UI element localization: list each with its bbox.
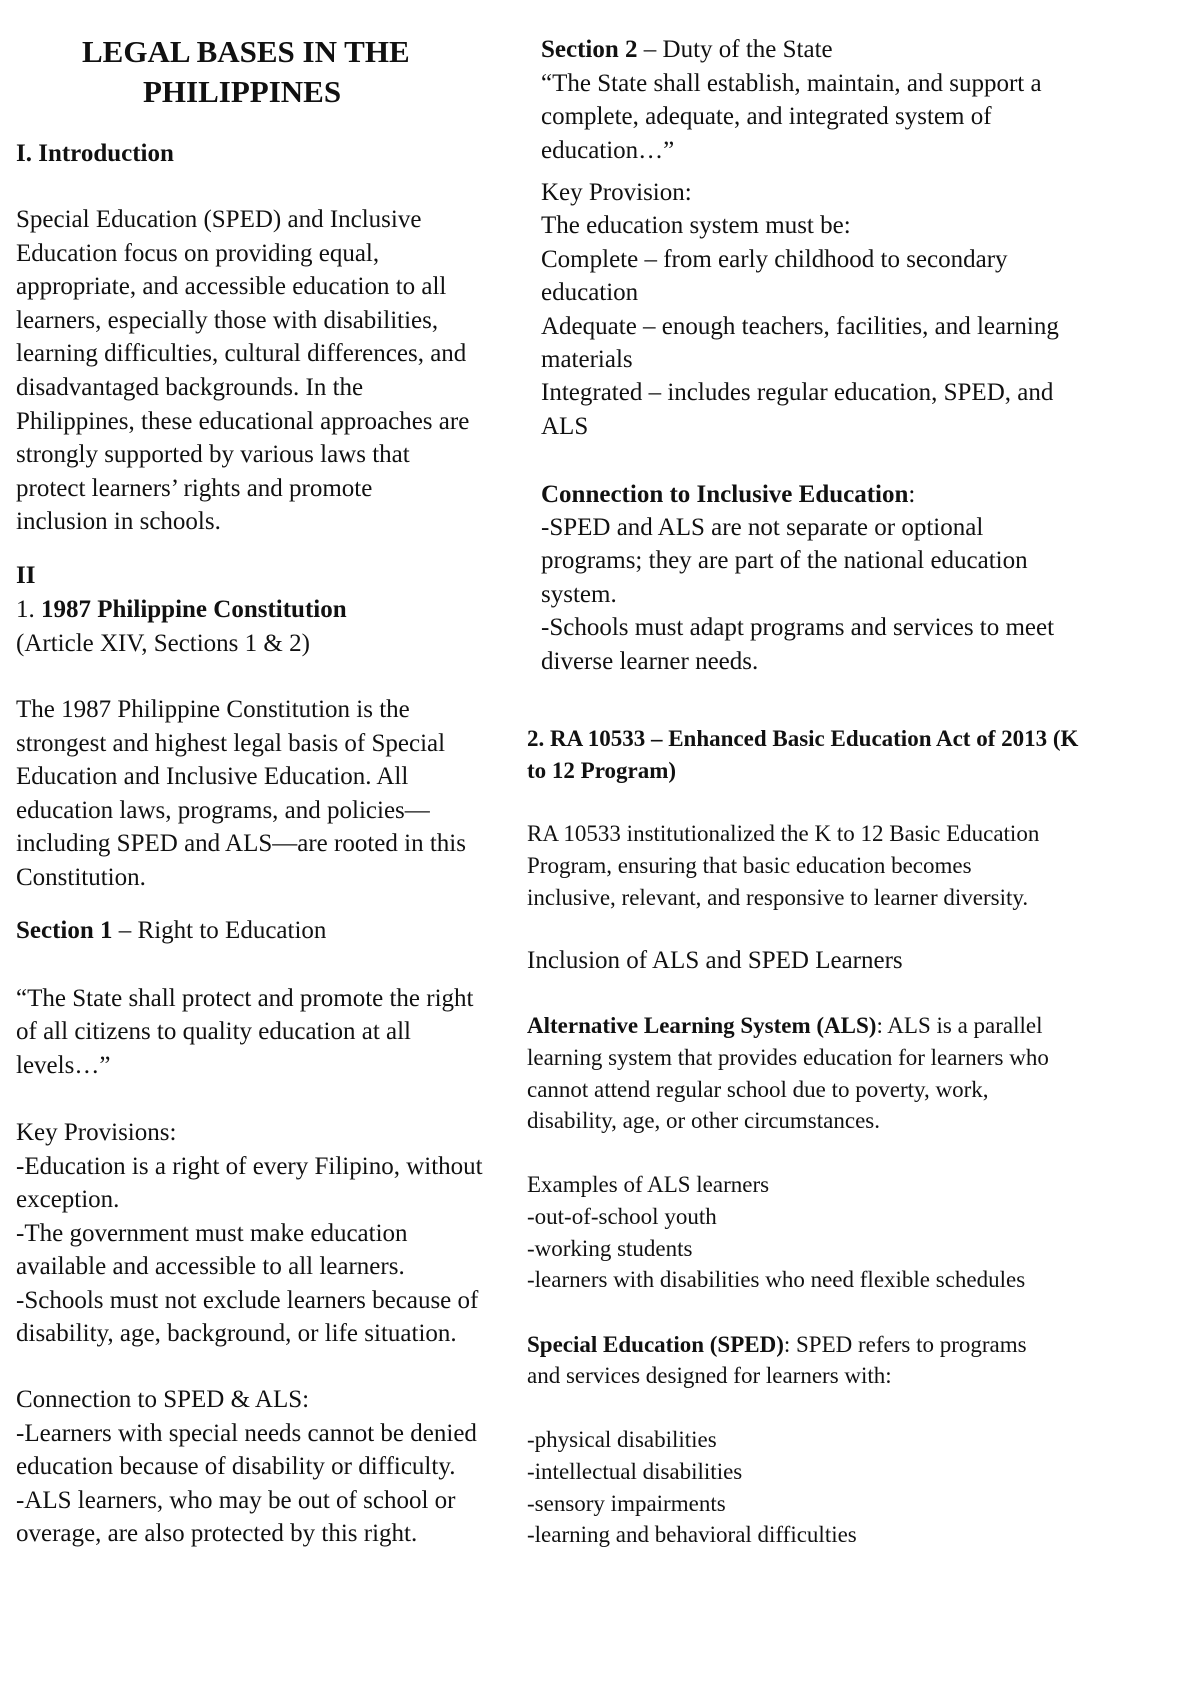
text-line: overage, are also protected by this right. xyxy=(16,1520,418,1548)
constitution-subheading: (Article XIV, Sections 1 & 2) xyxy=(16,630,310,657)
text-line: -learners with disabilities who need flexible schedules xyxy=(527,1267,1026,1293)
text-line: Constitution. xyxy=(16,864,146,891)
text-line: -learning and behavioral difficulties xyxy=(527,1522,857,1548)
text-line: ALS xyxy=(541,412,589,440)
text-line: Special Education (SPED) and Inclusive xyxy=(16,206,422,233)
section-title: – Duty of the State xyxy=(637,36,833,63)
text-line: diverse learner needs. xyxy=(541,647,759,675)
sped-label: Special Education (SPED) xyxy=(527,1332,784,1357)
text-line: learners, especially those with disabilities, xyxy=(16,306,439,334)
text-line: The 1987 Philippine Constitution is the xyxy=(16,696,410,723)
text-line: -working students xyxy=(527,1235,693,1261)
text-line: Key Provision: xyxy=(541,179,692,206)
text-line: available and accessible to all learners. xyxy=(16,1253,405,1280)
section1-heading xyxy=(16,917,326,945)
text-line: The education system must be: xyxy=(541,212,851,240)
text-line: inclusive, relevant, and responsive to learner diversity. xyxy=(527,885,1029,911)
sped-text: : SPED refers to programs xyxy=(783,1332,1027,1357)
text-line: education laws, programs, and policies— xyxy=(16,796,430,824)
text-line: programs; they are part of the national education xyxy=(541,547,1028,575)
sped-definition xyxy=(527,1331,1027,1359)
text-line: -Learners with special needs cannot be denied xyxy=(16,1419,477,1447)
text-line: exception. xyxy=(16,1186,120,1213)
connection-colon: : xyxy=(908,481,916,508)
text-line: education xyxy=(541,279,639,307)
text-line: -Education is a right of every Filipino, without xyxy=(16,1152,483,1180)
als-label: Alternative Learning System (ALS) xyxy=(527,1013,877,1038)
text-line: disadvantaged backgrounds. In the xyxy=(16,374,364,401)
text-line: -sensory impairments xyxy=(527,1490,726,1516)
text-line: levels…” xyxy=(16,1051,111,1079)
text-line: inclusion in schools. xyxy=(16,508,221,536)
text-line: learning difficulties, cultural differences, and xyxy=(16,340,467,368)
text-line: Integrated – includes regular education, SPED, and xyxy=(541,379,1054,407)
text-line: Connection to SPED & ALS: xyxy=(16,1386,310,1413)
als-text: : ALS is a parallel xyxy=(876,1013,1043,1038)
text-line: materials xyxy=(541,346,633,373)
text-line: Education and Inclusive Education. All xyxy=(16,763,409,791)
text-line: Education focus on providing equal, xyxy=(16,239,380,267)
text-line: Key Provisions: xyxy=(16,1119,177,1146)
text-line: -Schools must adapt programs and services to meet xyxy=(541,614,1055,642)
text-line: -intellectual disabilities xyxy=(527,1458,743,1484)
text-line: appropriate, and accessible education to all xyxy=(16,273,447,301)
text-line: -Schools must not exclude learners because of xyxy=(16,1286,479,1314)
text-line: disability, age, background, or life situation. xyxy=(16,1320,457,1347)
document-title: PHILIPPINES xyxy=(143,74,342,109)
text-line: disability, age, or other circumstances. xyxy=(527,1108,880,1133)
text-line: -ALS learners, who may be out of school or xyxy=(16,1486,456,1514)
text-line: including SPED and ALS—are rooted in this xyxy=(16,830,466,858)
heading-number: 1. xyxy=(16,596,41,623)
text-line: -out-of-school youth xyxy=(527,1203,717,1229)
document-title: LEGAL BASES IN THE xyxy=(82,34,410,69)
section-title: – Right to Education xyxy=(112,917,327,944)
als-definition xyxy=(527,1012,1043,1040)
text-line: education…” xyxy=(541,136,675,164)
text-line: -The government must make education xyxy=(16,1219,408,1247)
text-line: Complete – from early childhood to secondary xyxy=(541,245,1008,273)
text-line: strongly supported by various laws that xyxy=(16,441,410,469)
constitution-heading xyxy=(16,596,347,624)
text-line: Adequate – enough teachers, facilities, and learning xyxy=(541,312,1059,340)
text-line: “The State shall establish, maintain, and support a xyxy=(541,70,1042,97)
text-line: education because of disability or difficulty. xyxy=(16,1453,456,1481)
text-line: Examples of ALS learners xyxy=(527,1172,770,1197)
section-label: Section 1 xyxy=(16,917,113,944)
intro-heading: I. Introduction xyxy=(16,140,174,167)
section2-heading xyxy=(541,36,833,64)
text-line: cannot attend regular school due to poverty, work, xyxy=(527,1076,989,1102)
text-line: Program, ensuring that basic education becomes xyxy=(527,853,972,879)
text-line: learning system that provides education for learners who xyxy=(527,1045,1049,1070)
connection-label: Connection to Inclusive Education xyxy=(541,481,909,508)
connection-heading xyxy=(541,481,915,509)
text-line: “The State shall protect and promote the right xyxy=(16,985,474,1012)
text-line: Philippines, these educational approaches are xyxy=(16,407,470,435)
text-line: strongest and highest legal basis of Special xyxy=(16,729,446,757)
inclusion-line: Inclusion of ALS and SPED Learners xyxy=(527,947,903,974)
text-line: protect learners’ rights and promote xyxy=(16,474,373,502)
text-line: of all citizens to quality education at all xyxy=(16,1018,412,1046)
text-line: -physical disabilities xyxy=(527,1427,717,1452)
section-label: Section 2 xyxy=(541,36,638,63)
text-line: system. xyxy=(541,580,617,608)
text-line: RA 10533 institutionalized the K to 12 Basic Education xyxy=(527,821,1040,846)
heading-text: 1987 Philippine Constitution xyxy=(41,596,347,623)
text-line: complete, adequate, and integrated system of xyxy=(541,103,992,131)
text-line: 2. RA 10533 – Enhanced Basic Education Act of 2013 (K xyxy=(527,726,1079,751)
text-line: to 12 Program) xyxy=(527,758,677,783)
text-line: and services designed for learners with: xyxy=(527,1363,892,1388)
text-line: -SPED and ALS are not separate or optional xyxy=(541,514,984,541)
section-number: II xyxy=(16,562,36,589)
